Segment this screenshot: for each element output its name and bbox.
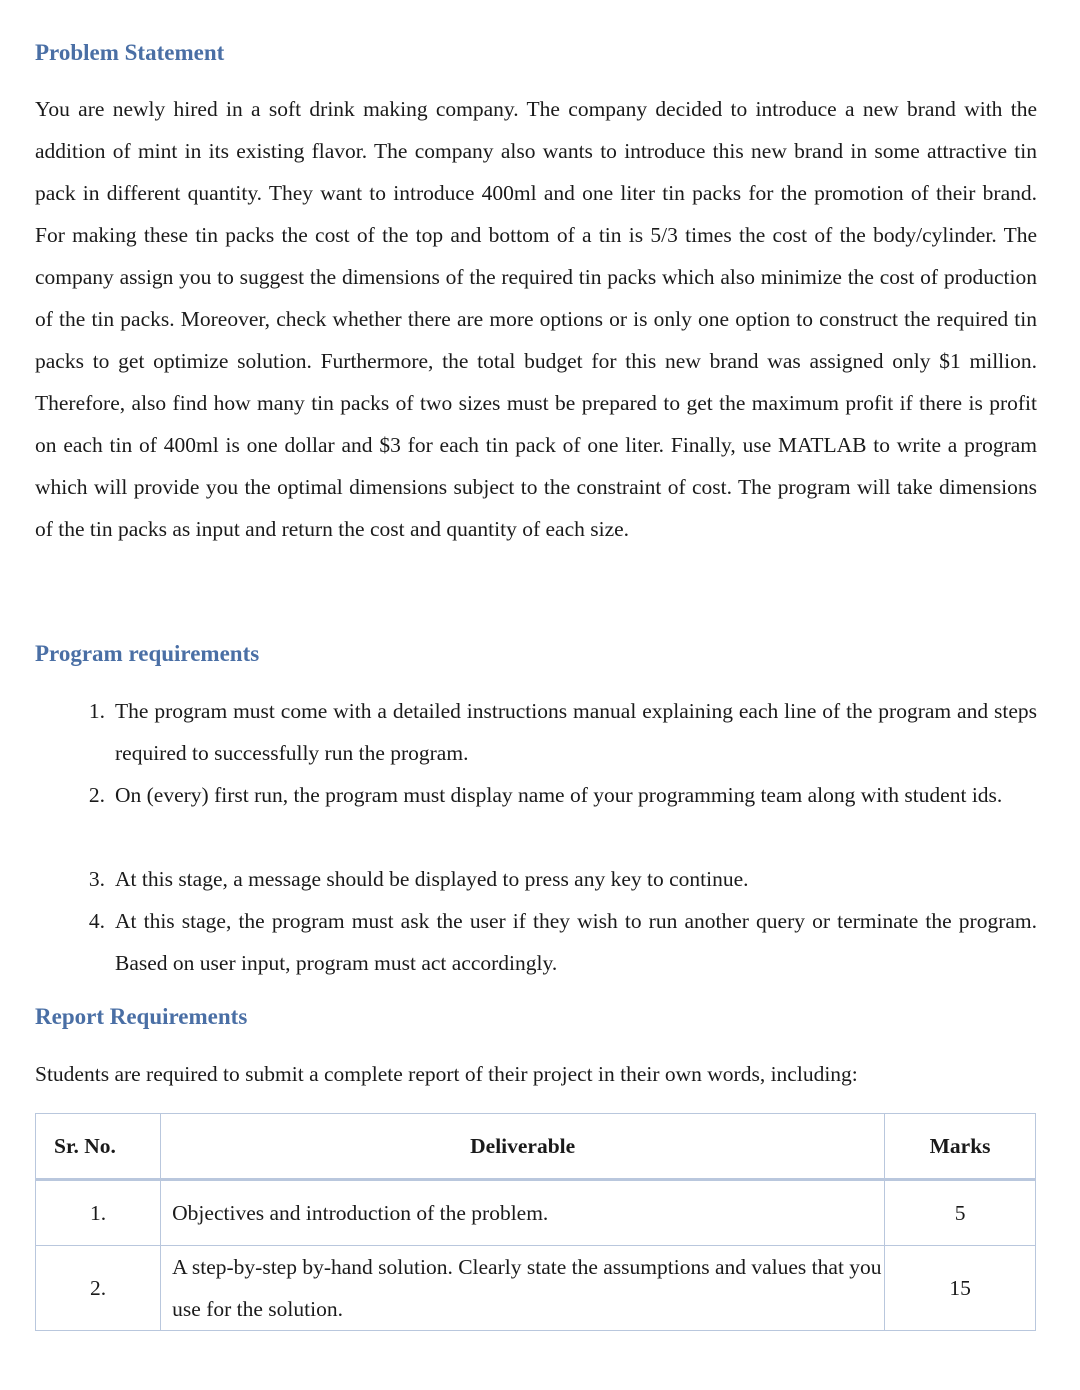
cell-marks: 5 — [885, 1180, 1036, 1246]
cell-deliverable: A step-by-step by-hand solution. Clearly state the assumptions and values that you use for the solution. — [161, 1246, 885, 1331]
list-item-number: 4. — [88, 909, 105, 933]
cell-marks: 15 — [885, 1246, 1036, 1331]
deliverables-table — [35, 1113, 1036, 1331]
table-row — [36, 1180, 1036, 1246]
column-header-marks: Marks — [885, 1114, 1036, 1180]
list-item-number: 3. — [88, 867, 105, 891]
list-item — [88, 900, 1037, 984]
list-item-number: 2. — [88, 783, 105, 807]
list-item — [88, 690, 1037, 774]
list-item — [88, 858, 1037, 900]
cell-deliverable: Objectives and introduction of the problem. — [161, 1180, 885, 1246]
list-item-text: The program must come with a detailed instructions manual explaining each line of the program and steps required to successfully run the program. — [115, 699, 1037, 765]
problem-statement-body: You are newly hired in a soft drink making company. The company decided to introduce a new brand with the addition of mint in its existing flavor. The company also wants to introduce this new brand in some attractive tin pack in different quantity. They want to introduce 400ml and one liter tin packs for the promotion of their brand. For making these tin packs the cost of the top and bottom of a tin is 5/3 times the cost of the body/cylinder. The company assign you to suggest the dimensions of the required tin packs which also minimize the cost of production of the tin packs. Moreover, check whether there are more options or is only one option to construct the required tin packs to get optimize solution. Furthermore, the total budget for this new brand was assigned only $1 million. Therefore, also find how many tin packs of two sizes must be prepared to get the maximum profit if there is profit on each tin of 400ml is one dollar and $3 for each tin pack of one liter. Finally, use MATLAB to write a program which will provide you the optimal dimensions subject to the constraint of cost. The program will take dimensions of the tin packs as input and return the cost and quantity of each size. — [35, 97, 1037, 541]
list-item-text: On (every) first run, the program must display name of your programming team along with student ids. — [115, 783, 1003, 807]
cell-sr-no: 2. — [36, 1246, 161, 1331]
column-header-sr-no: Sr. No. — [36, 1114, 161, 1180]
report-requirements-heading: Report Requirements — [35, 1004, 248, 1029]
problem-statement-heading: Problem Statement — [35, 40, 225, 65]
column-header-deliverable: Deliverable — [161, 1114, 885, 1180]
list-item — [88, 774, 1037, 816]
list-item-text: At this stage, a message should be displayed to press any key to continue. — [115, 867, 749, 891]
cell-sr-no: 1. — [36, 1180, 161, 1246]
program-requirements-heading: Program requirements — [35, 641, 260, 666]
list-item-number: 1. — [88, 699, 105, 723]
report-requirements-intro: Students are required to submit a complete report of their project in their own words, including: — [35, 1062, 858, 1086]
table-row — [36, 1246, 1036, 1331]
list-item-text: At this stage, the program must ask the user if they wish to run another query or terminate the program. Based on user input, program must act accordingly. — [115, 909, 1037, 975]
table-header-row — [36, 1114, 1036, 1180]
